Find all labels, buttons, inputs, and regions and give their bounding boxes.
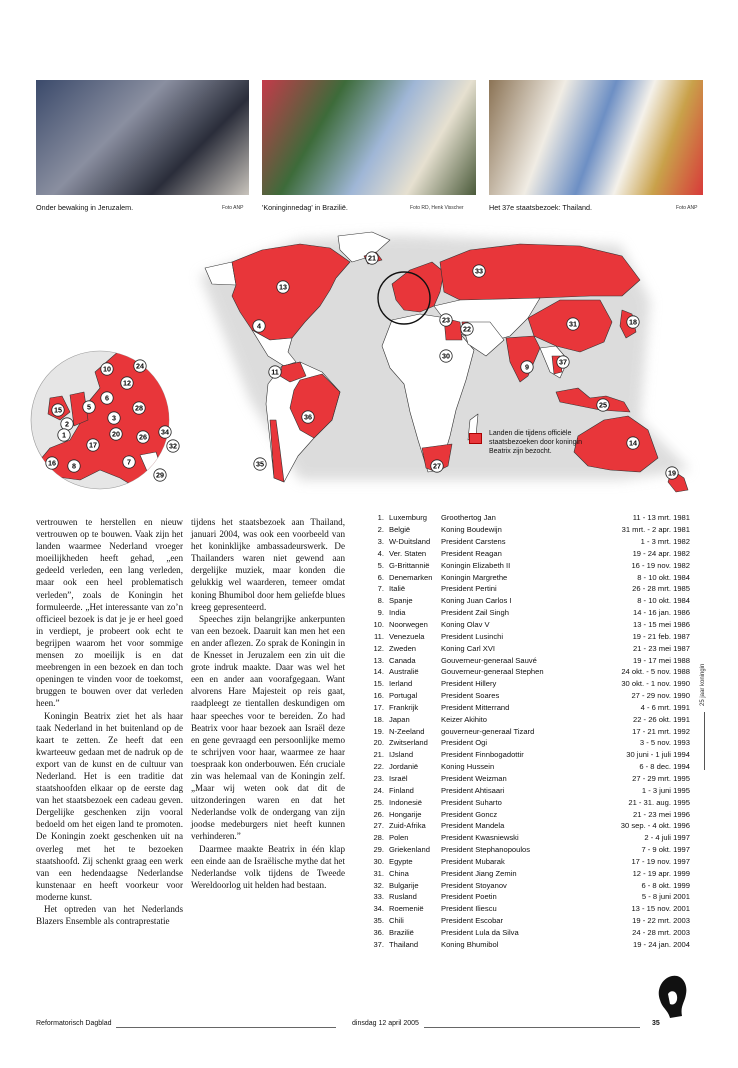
map-label: 36	[304, 412, 312, 422]
visit-country: Rusland	[389, 892, 417, 902]
visit-country: Indonesië	[389, 797, 422, 807]
visit-date: 21 - 23 mei 1987	[633, 643, 690, 653]
visit-number: 36.	[373, 927, 384, 937]
table-row	[366, 583, 690, 595]
map-label: 16	[48, 458, 56, 468]
photo-caption: Het 37e staatsbezoek: Thailand.	[489, 203, 592, 212]
visit-country: Ierland	[389, 679, 413, 689]
visit-host: President Escobar	[441, 916, 504, 926]
visit-number: 37.	[373, 939, 384, 949]
visit-date: 19 - 17 mei 1988	[633, 655, 690, 665]
visit-number: 23.	[373, 773, 384, 783]
map-label: 13	[279, 282, 287, 292]
visit-host: President Lula da Silva	[441, 927, 519, 937]
visit-date: 12 - 19 apr. 1999	[632, 868, 690, 878]
map-legend: Landen die tijdens officiële staatsbezoeken door koningin Beatrix zijn bezocht.	[489, 430, 583, 455]
table-row	[366, 512, 690, 524]
map-label: 11	[271, 367, 279, 377]
map-label: 5	[87, 402, 91, 412]
map-label: 33	[475, 266, 483, 276]
visit-country: Noorwegen	[389, 620, 428, 630]
queen-portrait-icon	[650, 972, 690, 1020]
visit-date: 14 - 16 jan. 1986	[633, 608, 690, 618]
table-row	[366, 903, 690, 915]
table-row	[366, 832, 690, 844]
visit-host: President Ogi	[441, 738, 488, 748]
visit-country: Canada	[389, 655, 416, 665]
visit-date: 26 - 28 mrt. 1985	[632, 584, 690, 594]
divider	[424, 1027, 640, 1028]
section-label: 25 jaar koningin	[700, 663, 706, 706]
visit-country: Spanje	[389, 596, 413, 606]
visit-date: 22 - 26 okt. 1991	[633, 714, 690, 724]
visit-date: 4 - 6 mrt. 1991	[640, 702, 690, 712]
visit-host: Koning Juan Carlos I	[441, 596, 512, 606]
table-row	[366, 654, 690, 666]
table-row	[366, 559, 690, 571]
visit-country: Luxemburg	[389, 513, 427, 523]
table-row	[366, 690, 690, 702]
table-row	[366, 915, 690, 927]
visit-country: Denemarken	[389, 572, 433, 582]
visit-country: Israël	[389, 773, 408, 783]
article-column-2	[191, 516, 345, 891]
visit-date: 13 - 15 mei 1986	[633, 620, 690, 630]
map-label: 25	[599, 400, 607, 410]
visit-country: G-Brittannië	[389, 560, 430, 570]
visit-number: 19.	[373, 726, 384, 736]
visit-host: President Ahtisaari	[441, 785, 505, 795]
visit-number: 4.	[377, 548, 384, 558]
visit-country: Australië	[389, 667, 419, 677]
visit-date: 2 - 4 juli 1997	[644, 833, 690, 843]
map-label: 17	[89, 440, 97, 450]
visit-number: 22.	[373, 762, 384, 772]
visit-date: 11 - 13 mrt. 1981	[632, 513, 690, 523]
map-label: 2	[65, 419, 69, 429]
visit-host: gouverneur-generaal Tizard	[441, 726, 535, 736]
visit-date: 5 - 8 juni 2001	[641, 892, 690, 902]
table-row	[366, 713, 690, 725]
map-label: 31	[569, 319, 577, 329]
visit-date: 24 - 28 mrt. 2003	[632, 927, 690, 937]
visit-date: 30 okt. - 1 nov. 1990	[621, 679, 690, 689]
visit-host: Gouverneur-generaal Stephen	[441, 667, 544, 677]
article-paragraph: tijdens het staatsbezoek aan Thailand, januari 2004, was ook een voorbeeld van het koninklijke ambassadeurswerk. De Thailanders waren niet gewend aan dergelijke muziek, maar konden die gelukkig wel waarderen, temeer omdat koning Bhumibol door hem geliefde blues kreeg gepresenteerd.	[191, 517, 345, 612]
visit-number: 17.	[373, 702, 384, 712]
table-row	[366, 607, 690, 619]
table-row	[366, 619, 690, 631]
map-label: 12	[123, 378, 131, 388]
photo-credit: Foto ANP	[222, 205, 244, 211]
visit-country: België	[389, 525, 411, 535]
visit-date: 6 - 8 dec. 1994	[639, 762, 690, 772]
visit-country: Jordanië	[389, 762, 419, 772]
visit-number: 25.	[373, 797, 384, 807]
visit-country: Ver. Staten	[389, 548, 427, 558]
visit-host: President Soares	[441, 691, 500, 701]
table-row	[366, 855, 690, 867]
visit-number: 20.	[373, 738, 384, 748]
visit-number: 1.	[377, 513, 384, 523]
map-label: 32	[169, 441, 177, 451]
visit-number: 28.	[373, 833, 384, 843]
visit-country: Thailand	[389, 939, 419, 949]
visit-date: 21 - 23 mei 1996	[633, 809, 690, 819]
table-row	[366, 595, 690, 607]
visit-date: 17 - 19 nov. 1997	[631, 856, 690, 866]
visit-host: President Kwasniewski	[441, 833, 519, 843]
map-label: 14	[629, 438, 637, 448]
visit-date: 30 sep. - 4 okt. 1996	[620, 821, 690, 831]
table-row	[366, 725, 690, 737]
visit-country: Zweden	[389, 643, 417, 653]
visit-host: Keizer Akihito	[441, 714, 488, 724]
visit-number: 30.	[373, 856, 384, 866]
visit-host: Koning Olav V	[441, 620, 490, 630]
map-label: 3	[112, 413, 116, 423]
visit-country: Portugal	[389, 691, 418, 701]
visit-number: 13.	[373, 655, 384, 665]
visit-country: Chili	[389, 916, 404, 926]
table-row	[366, 808, 690, 820]
map-label: 22	[463, 324, 471, 334]
visit-date: 6 - 8 okt. 1999	[641, 880, 690, 890]
visit-host: President Finnbogadottir	[441, 750, 524, 760]
visit-country: Finland	[389, 785, 414, 795]
visit-date: 7 - 9 okt. 1997	[641, 845, 690, 855]
visit-number: 34.	[373, 904, 384, 914]
legend-swatch-visited	[469, 433, 482, 444]
table-row	[366, 737, 690, 749]
visit-date: 30 juni - 1 juli 1994	[626, 750, 690, 760]
visit-number: 8.	[377, 596, 384, 606]
visit-number: 35.	[373, 916, 384, 926]
table-row	[366, 820, 690, 832]
visit-number: 16.	[373, 691, 384, 701]
visit-number: 2.	[377, 525, 384, 535]
table-row	[366, 773, 690, 785]
visit-date: 8 - 10 okt. 1984	[637, 596, 690, 606]
visit-number: 11.	[374, 631, 384, 641]
visit-host: President Stephanopoulos	[441, 845, 531, 855]
map-label: 4	[257, 321, 261, 331]
visit-date: 19 - 21 feb. 1987	[632, 631, 690, 641]
visit-host: Koning Boudewijn	[441, 525, 502, 535]
visit-host: President Reagan	[441, 548, 502, 558]
table-row	[366, 784, 690, 796]
visit-number: 7.	[377, 584, 384, 594]
visit-date: 13 - 15 nov. 2001	[631, 904, 690, 914]
visit-host: Koning Bhumibol	[441, 939, 499, 949]
visit-country: Bulgarije	[389, 880, 419, 890]
visit-number: 31.	[373, 868, 384, 878]
visit-date: 19 - 22 mrt. 2003	[632, 916, 690, 926]
visit-number: 10.	[373, 620, 384, 630]
map-label: 8	[72, 461, 76, 471]
footer-date: dinsdag 12 april 2005	[352, 1020, 419, 1027]
visit-date: 3 - 5 nov. 1993	[639, 738, 690, 748]
visit-host: President Stoyanov	[441, 880, 507, 890]
map-label: 15	[54, 405, 62, 415]
table-row	[366, 927, 690, 939]
map-label: 26	[139, 432, 147, 442]
visit-country: Brazilië	[389, 927, 414, 937]
map-label: 37	[559, 357, 567, 367]
visit-host: Koning Hussein	[441, 762, 495, 772]
divider	[116, 1027, 336, 1028]
visit-number: 14.	[373, 667, 384, 677]
map-label: 28	[135, 403, 143, 413]
map-label: 34	[161, 427, 169, 437]
map-label: 9	[525, 362, 529, 372]
visit-country: Zwitserland	[389, 738, 428, 748]
visit-number: 12.	[373, 643, 384, 653]
table-row	[366, 548, 690, 560]
visit-country: IJsland	[389, 750, 414, 760]
table-row	[366, 749, 690, 761]
visit-country: India	[389, 608, 406, 618]
article-paragraph: Daarmee maakte Beatrix in één klap een einde aan de Israëlische mythe dat het Nederlandse volk tijdens de Tweede Wereldoorlog uit helden had bestaan.	[191, 843, 345, 890]
visit-number: 5.	[377, 560, 384, 570]
visit-host: Groothertog Jan	[441, 513, 496, 523]
visit-number: 3.	[377, 537, 384, 547]
table-row	[366, 938, 690, 950]
visit-host: President Mubarak	[441, 856, 505, 866]
visit-date: 27 - 29 mrt. 1995	[632, 773, 690, 783]
visit-host: President Iliescu	[441, 904, 497, 914]
table-row	[366, 796, 690, 808]
visit-host: President Pertini	[441, 584, 497, 594]
map-label: 29	[156, 470, 164, 480]
visit-number: 27.	[373, 821, 384, 831]
visit-number: 6.	[377, 572, 384, 582]
map-label: 20	[112, 429, 120, 439]
map-label: 18	[629, 317, 637, 327]
table-row	[366, 844, 690, 856]
visit-host: President Zail Singh	[441, 608, 509, 618]
table-row	[366, 879, 690, 891]
article-paragraph: Speeches zijn belangrijke ankerpunten van een bezoek. Daaruit kan men het een en ander aflezen. Zo sprak de Koningin in de Knesset in Jeruzalem een zin uit die grote indruk maakte. Daar was wel het een en ander aan voorafgegaan. Want alvorens Hare Majesteit op reis gaat, raadpleegt ze tientallen deskundigen om haar speeches voor te bereiden. Zo had Beatrix voor haar bezoek aan Israël deze en gene gevraagd een persoonlijke memo te schrijven voor haar, waarmee ze haar toespraak kon onderbouwen. Eén cruciale zin was helemaal van de Koningin zelf. „Maar wij weten ook dat dit de uitzonderingen waren en dat het Nederlandse volk de ondergang van zijn joodse medeburgers niet heeft kunnen verhinderen.”	[191, 613, 345, 842]
visit-country: Polen	[389, 833, 409, 843]
photo-caption: 'Koninginnedag' in Brazilië.	[262, 203, 348, 212]
map-label: 27	[433, 461, 441, 471]
visit-number: 21.	[373, 750, 384, 760]
visit-number: 32.	[373, 880, 384, 890]
table-row	[366, 642, 690, 654]
state-visits-table	[366, 512, 690, 950]
visit-date: 1 - 3 mrt. 1982	[640, 537, 690, 547]
map-label: 10	[103, 364, 111, 374]
map-label: 7	[127, 457, 131, 467]
visit-country: W-Duitsland	[389, 537, 431, 547]
visit-country: Roemenië	[389, 904, 424, 914]
photo-credit: Foto ANP	[676, 205, 698, 211]
divider	[704, 712, 705, 770]
visit-host: Gouverneur-generaal Sauvé	[441, 655, 537, 665]
map-label: 6	[105, 393, 109, 403]
visit-number: 24.	[373, 785, 384, 795]
table-row	[366, 891, 690, 903]
visit-host: President Hillery	[441, 679, 497, 689]
visit-host: President Jiang Zemin	[441, 868, 517, 878]
visit-country: Griekenland	[389, 845, 430, 855]
visit-country: China	[389, 868, 409, 878]
article-column-1	[36, 516, 183, 927]
visit-number: 15.	[373, 679, 384, 689]
visit-host: President Mitterrand	[441, 702, 510, 712]
visit-date: 27 - 29 nov. 1990	[631, 691, 690, 701]
table-row	[366, 867, 690, 879]
footer-newspaper-name: Reformatorisch Dagblad	[36, 1020, 112, 1027]
visit-host: Koningin Elizabeth II	[441, 560, 511, 570]
visit-date: 8 - 10 okt. 1984	[637, 572, 690, 582]
visit-host: Koning Carl XVI	[441, 643, 496, 653]
map-label: 19	[668, 468, 676, 478]
visit-number: 26.	[373, 809, 384, 819]
visit-date: 24 okt. - 5 nov. 1988	[621, 667, 690, 677]
map-label: 23	[442, 315, 450, 325]
table-row	[366, 571, 690, 583]
visit-host: President Poetin	[441, 892, 497, 902]
article-paragraph: Koningin Beatrix ziet het als haar taak Nederland in het buitenland op de kaart te zetten. Ze heeft dat een kwarteeuw gedaan met de nadruk op de export van de kunst en de cultuur van Nederland. Het is een traditie dat staatshoofden elkaar op de eerste dag van het staatsbezoek een cadeau geven. Dergelijke geschenken zijn vooral bedoeld om het eigen land te promoten. De Koningin zoekt geschenken uit na overleg met het te bezoeken staatshoofd. Zij schenkt graag een werk van een hedendaagse Nederlandse kunstenaar en heeft voorkeur voor moderne kunst.	[36, 710, 183, 902]
visit-host: President Lusinchi	[441, 631, 504, 641]
article-paragraph: vertrouwen te herstellen en nieuw vertrouwen op te bouwen. Vaak zijn het landen waarmee Nederland vroeger moeilijkheden heeft gehad, „een gedeeld verleden, een lang verleden, maar ook een heel problematisch verleden”, zoals de Koningin het formuleerde. „Het interessante van zo’n officieel bezoek is dat je je er heel goed in verdiept, je probeert ook echt te begrijpen waarom het voor sommige mensen zo moeilijk is en dat meebrengen in een bezoek en dan toch openingen te vinden voor de toekomst, bruggen te bouwen over dat verleden heen.”	[36, 517, 183, 709]
visit-date: 19 - 24 jan. 2004	[633, 939, 690, 949]
visit-host: President Goncz	[441, 809, 498, 819]
map-label: 30	[442, 351, 450, 361]
visit-host: Koningin Margrethe	[441, 572, 508, 582]
table-row	[366, 678, 690, 690]
table-row	[366, 536, 690, 548]
visit-country: Frankrijk	[389, 702, 419, 712]
visit-date: 21 - 31. aug. 1995	[628, 797, 690, 807]
map-label: 35	[256, 459, 264, 469]
photo-credit: Foto RD, Henk Visscher	[410, 205, 464, 211]
map-label: 21	[368, 253, 376, 263]
visit-country: N-Zeeland	[389, 726, 425, 736]
table-row	[366, 630, 690, 642]
visit-date: 16 - 19 nov. 1982	[631, 560, 690, 570]
visit-country: Venezuela	[389, 631, 425, 641]
table-row	[366, 702, 690, 714]
visit-date: 19 - 24 apr. 1982	[632, 548, 690, 558]
visit-country: Hongarije	[389, 809, 422, 819]
visit-number: 18.	[373, 714, 384, 724]
map-label: 1	[62, 430, 66, 440]
visit-country: Zuid-Afrika	[389, 821, 426, 831]
visit-country: Japan	[389, 714, 410, 724]
visit-host: President Suharto	[441, 797, 502, 807]
visit-number: 29.	[373, 845, 384, 855]
visit-date: 1 - 3 juni 1995	[641, 785, 690, 795]
photo-caption: Onder bewaking in Jeruzalem.	[36, 203, 134, 212]
map-label: 24	[136, 361, 144, 371]
article-paragraph: Het optreden van het Nederlands Blazers Ensemble als contraprestatie	[36, 904, 183, 927]
table-row	[366, 666, 690, 678]
visit-country: Egypte	[389, 856, 413, 866]
visit-date: 31 mrt. - 2 apr. 1981	[621, 525, 690, 535]
visit-country: Italië	[389, 584, 406, 594]
table-row	[366, 761, 690, 773]
visit-host: President Mandela	[441, 821, 505, 831]
visit-date: 17 - 21 mrt. 1992	[632, 726, 690, 736]
visit-number: 9.	[377, 608, 384, 618]
visit-host: President Weizman	[441, 773, 507, 783]
visit-host: President Carstens	[441, 537, 506, 547]
page-number: 35	[652, 1020, 660, 1027]
visit-number: 33.	[373, 892, 384, 902]
table-row	[366, 524, 690, 536]
